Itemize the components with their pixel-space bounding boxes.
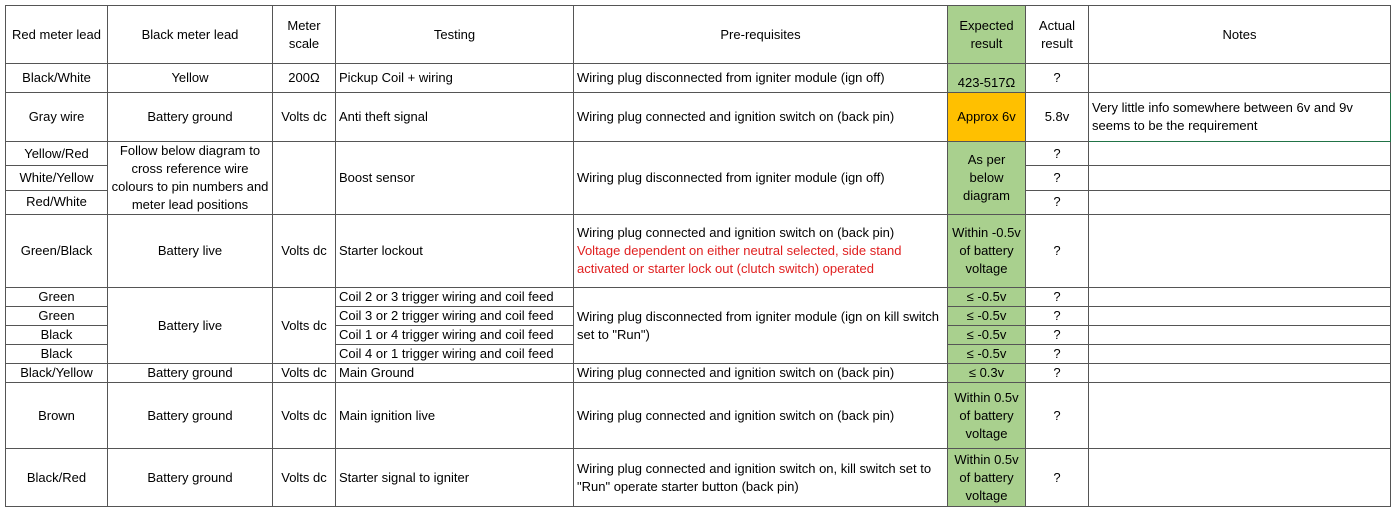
- cell-testing[interactable]: Coil 3 or 2 trigger wiring and coil feed: [336, 307, 574, 326]
- header-red-lead[interactable]: Red meter lead: [6, 6, 108, 64]
- cell-actual[interactable]: ?: [1026, 288, 1089, 307]
- header-expected-result[interactable]: Expected result: [948, 6, 1026, 64]
- cell-actual[interactable]: ?: [1026, 326, 1089, 345]
- cell-red-lead[interactable]: Green: [6, 288, 108, 307]
- header-black-lead[interactable]: Black meter lead: [108, 6, 273, 64]
- cell-testing[interactable]: Starter lockout: [336, 215, 574, 288]
- cell-expected[interactable]: ≤ -0.5v: [948, 326, 1026, 345]
- cell-testing[interactable]: Main Ground: [336, 364, 574, 383]
- prereq-warning-note: Voltage dependent on either neutral selected, side stand activated or starter lock out (clutch switch) operated: [577, 243, 902, 276]
- prereq-text: Wiring plug connected and ignition switch on (back pin): [577, 225, 895, 240]
- cell-meter-scale[interactable]: Volts dc: [273, 364, 336, 383]
- cell-black-lead[interactable]: Yellow: [108, 64, 273, 93]
- cell-actual[interactable]: ?: [1026, 190, 1089, 214]
- table-row: [6, 449, 1391, 507]
- cell-meter-scale[interactable]: Volts dc: [273, 449, 336, 507]
- cell-black-lead[interactable]: Battery live: [108, 288, 273, 364]
- cell-actual[interactable]: ?: [1026, 449, 1089, 507]
- cell-prerequisites[interactable]: Wiring plug disconnected from igniter module (ign off): [574, 142, 948, 215]
- cell-notes[interactable]: [1089, 288, 1391, 307]
- table-row: [6, 64, 1391, 93]
- cell-meter-scale[interactable]: [273, 142, 336, 215]
- cell-actual[interactable]: ?: [1026, 215, 1089, 288]
- cell-actual[interactable]: ?: [1026, 383, 1089, 449]
- cell-prerequisites[interactable]: Wiring plug connected and ignition switch on, kill switch set to "Run" operate starter button (back pin): [574, 449, 948, 507]
- cell-prerequisites[interactable]: Wiring plug connected and ignition switch on (back pin): [574, 93, 948, 142]
- cell-expected[interactable]: Within -0.5v of battery voltage: [948, 215, 1026, 288]
- cell-red-lead[interactable]: Black/Yellow: [6, 364, 108, 383]
- cell-actual[interactable]: ?: [1026, 345, 1089, 364]
- table-row: [6, 364, 1391, 383]
- cell-expected[interactable]: ≤ 0.3v: [948, 364, 1026, 383]
- cell-testing[interactable]: Coil 1 or 4 trigger wiring and coil feed: [336, 326, 574, 345]
- cell-red-lead[interactable]: Gray wire: [6, 93, 108, 142]
- cell-testing[interactable]: Coil 2 or 3 trigger wiring and coil feed: [336, 288, 574, 307]
- cell-black-lead[interactable]: Battery ground: [108, 93, 273, 142]
- table-row: [6, 288, 1391, 307]
- header-notes[interactable]: Notes: [1089, 6, 1391, 64]
- cell-prerequisites[interactable]: Wiring plug disconnected from igniter module (ign off): [574, 64, 948, 93]
- cell-notes[interactable]: [1089, 364, 1391, 383]
- table-row: [6, 215, 1391, 288]
- cell-red-lead[interactable]: Brown: [6, 383, 108, 449]
- cell-black-lead[interactable]: Battery ground: [108, 449, 273, 507]
- cell-meter-scale[interactable]: 200Ω: [273, 64, 336, 93]
- table-row: [6, 142, 1391, 166]
- cell-notes[interactable]: [1089, 383, 1391, 449]
- header-prerequisites[interactable]: Pre-requisites: [574, 6, 948, 64]
- cell-red-lead[interactable]: Yellow/Red: [6, 142, 108, 166]
- cell-actual[interactable]: ?: [1026, 166, 1089, 190]
- cell-prerequisites[interactable]: Wiring plug connected and ignition switch on (back pin): [574, 383, 948, 449]
- cell-red-lead[interactable]: Black/White: [6, 64, 108, 93]
- cell-meter-scale[interactable]: Volts dc: [273, 93, 336, 142]
- cell-black-lead[interactable]: Battery ground: [108, 364, 273, 383]
- cell-notes[interactable]: [1089, 215, 1391, 288]
- cell-meter-scale[interactable]: Volts dc: [273, 288, 336, 364]
- cell-testing[interactable]: Coil 4 or 1 trigger wiring and coil feed: [336, 345, 574, 364]
- table-row: [6, 383, 1391, 449]
- cell-meter-scale[interactable]: Volts dc: [273, 383, 336, 449]
- cell-expected[interactable]: ≤ -0.5v: [948, 307, 1026, 326]
- cell-red-lead[interactable]: Black/Red: [6, 449, 108, 507]
- cell-expected[interactable]: Approx 6v: [948, 93, 1026, 142]
- cell-prerequisites[interactable]: [574, 215, 948, 288]
- cell-testing[interactable]: Main ignition live: [336, 383, 574, 449]
- cell-testing[interactable]: Starter signal to igniter: [336, 449, 574, 507]
- cell-actual[interactable]: ?: [1026, 307, 1089, 326]
- cell-notes[interactable]: [1089, 307, 1391, 326]
- cell-actual[interactable]: 5.8v: [1026, 93, 1089, 142]
- cell-notes[interactable]: [1089, 326, 1391, 345]
- cell-notes-selected[interactable]: Very little info somewhere between 6v and 9v seems to be the requirement: [1089, 93, 1391, 142]
- cell-notes[interactable]: [1089, 190, 1391, 214]
- cell-black-lead[interactable]: Battery ground: [108, 383, 273, 449]
- cell-black-lead[interactable]: Battery live: [108, 215, 273, 288]
- cell-red-lead[interactable]: Red/White: [6, 190, 108, 214]
- header-testing[interactable]: Testing: [336, 6, 574, 64]
- table-row: [6, 93, 1391, 142]
- cell-prerequisites[interactable]: Wiring plug disconnected from igniter module (ign on kill switch set to "Run"): [574, 288, 948, 364]
- cell-red-lead[interactable]: Green/Black: [6, 215, 108, 288]
- cell-expected[interactable]: As per below diagram: [948, 142, 1026, 215]
- cell-actual[interactable]: ?: [1026, 142, 1089, 166]
- cell-notes[interactable]: [1089, 166, 1391, 190]
- header-actual-result[interactable]: Actual result: [1026, 6, 1089, 64]
- cell-black-lead[interactable]: Follow below diagram to cross reference wire colours to pin numbers and meter lead positions: [108, 142, 273, 215]
- header-row: [6, 6, 1391, 64]
- cell-notes[interactable]: [1089, 64, 1391, 93]
- cell-notes[interactable]: [1089, 142, 1391, 166]
- cell-red-lead[interactable]: Black: [6, 345, 108, 364]
- cell-expected[interactable]: ≤ -0.5v: [948, 345, 1026, 364]
- cell-red-lead[interactable]: White/Yellow: [6, 166, 108, 190]
- cell-actual[interactable]: ?: [1026, 64, 1089, 93]
- cell-testing[interactable]: Boost sensor: [336, 142, 574, 215]
- cell-actual[interactable]: ?: [1026, 364, 1089, 383]
- cell-expected[interactable]: 423-517Ω: [948, 64, 1026, 93]
- cell-meter-scale[interactable]: Volts dc: [273, 215, 336, 288]
- cell-testing[interactable]: Pickup Coil + wiring: [336, 64, 574, 93]
- cell-testing[interactable]: Anti theft signal: [336, 93, 574, 142]
- test-table: [5, 5, 1391, 507]
- cell-expected[interactable]: ≤ -0.5v: [948, 288, 1026, 307]
- cell-red-lead[interactable]: Green: [6, 307, 108, 326]
- cell-expected[interactable]: Within 0.5v of battery voltage: [948, 449, 1026, 507]
- cell-red-lead[interactable]: Black: [6, 326, 108, 345]
- cell-notes[interactable]: [1089, 345, 1391, 364]
- cell-notes[interactable]: [1089, 449, 1391, 507]
- cell-prerequisites[interactable]: Wiring plug connected and ignition switch on (back pin): [574, 364, 948, 383]
- cell-expected[interactable]: Within 0.5v of battery voltage: [948, 383, 1026, 449]
- header-meter-scale[interactable]: Meter scale: [273, 6, 336, 64]
